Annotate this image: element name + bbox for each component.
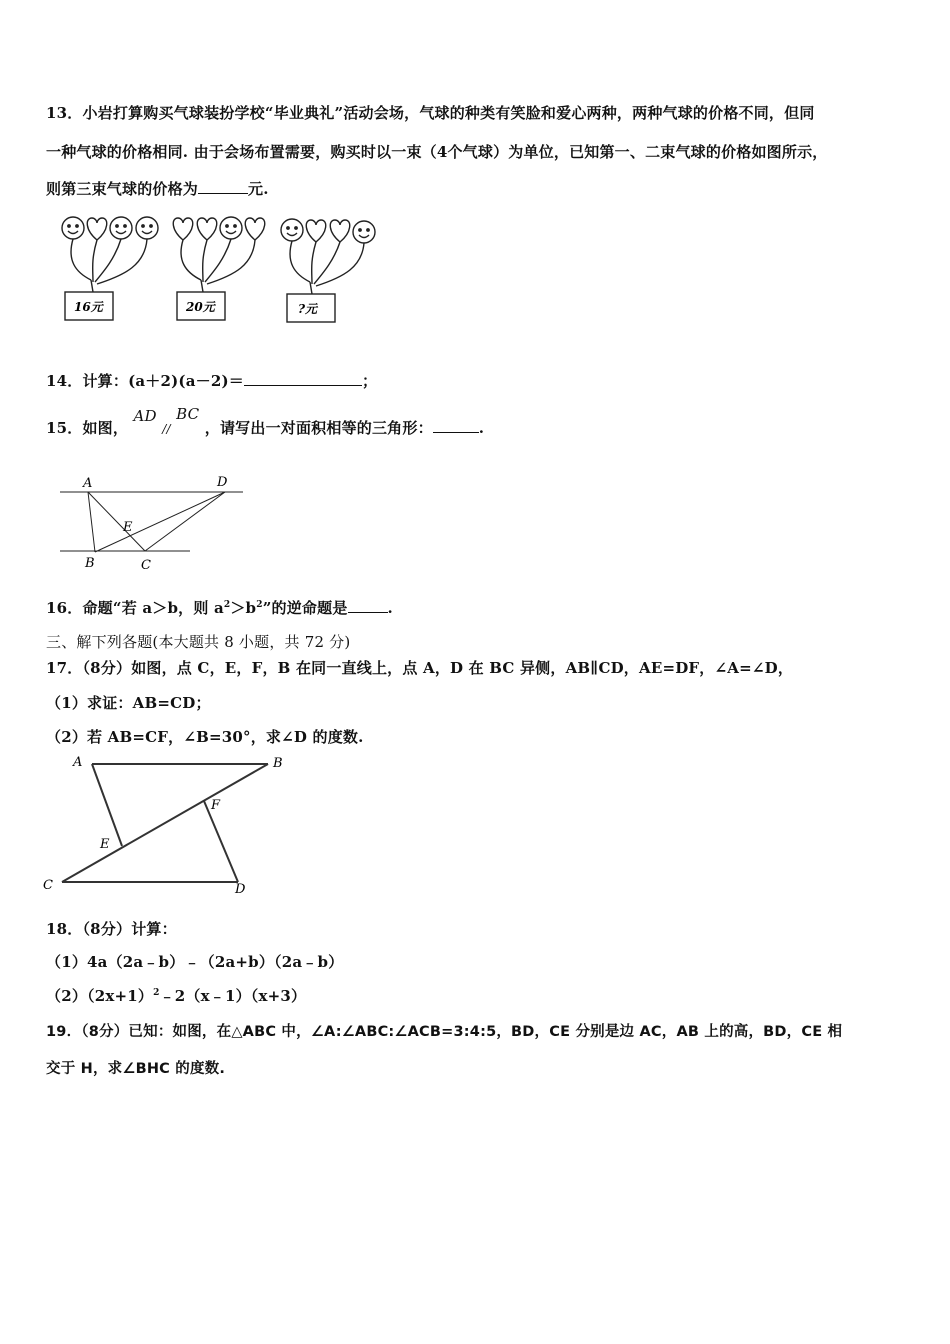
q16-answer-blank[interactable]: [348, 598, 388, 613]
q15-end: .: [478, 419, 485, 437]
q17-sub2: （2）若 AB=CF，∠B=30°，求∠D 的度数.: [46, 728, 364, 746]
section-3-heading: 三、解下列各题(本大题共 8 小题，共 72 分): [46, 633, 351, 651]
label-B: B: [85, 556, 95, 571]
q14-line: [46, 370, 377, 391]
q18-sub1: （1）4a（2a﹣b）﹣（2a+b）（2a﹣b）: [46, 953, 344, 971]
segment-CB: [62, 764, 268, 882]
q15-suffix: ，请写出一对面积相等的三角形：: [204, 419, 433, 437]
label-A: A: [83, 476, 93, 491]
q15-parallel: //: [162, 422, 171, 436]
q15-ad: AD: [133, 407, 157, 425]
price-tag-2-text: 20元: [186, 300, 215, 314]
q19-line2: 交于 H，求∠BHC 的度数.: [46, 1061, 226, 1077]
q13-line2: 一种气球的价格相同. 由于会场布置需要，购买时以一束（4个气球）为单位，已知第一、二束气球的价格如图所示，: [46, 143, 828, 161]
q15-figure: [55, 470, 255, 575]
segment-AE: [92, 764, 122, 846]
heart-balloon-icon: [330, 220, 349, 242]
q13-line3-text: 则第三束气球的价格为: [46, 180, 199, 198]
q15-answer-blank[interactable]: [433, 418, 479, 433]
q14-text: 14．计算：(a＋2)(a－2)＝: [46, 372, 244, 390]
q15-line: [46, 405, 485, 438]
q17-line1: 17．（8分）如图，点 C，E，F，B 在同一直线上，点 A，D 在 BC 异侧，AB∥CD，AE=DF，∠A=∠D，: [46, 659, 794, 677]
label-E: E: [123, 520, 133, 535]
label-C: C: [43, 878, 53, 893]
q16-part3: ”的逆命题是: [262, 599, 348, 617]
q16-line: [46, 597, 393, 618]
q14-answer-blank[interactable]: [244, 371, 362, 386]
label-C: C: [141, 558, 151, 573]
smiley-balloon-icon: [220, 217, 242, 239]
q18-line1: 18．（8分）计算：: [46, 920, 177, 938]
q14-end: ；: [361, 372, 378, 390]
q18-sub2: [46, 985, 306, 1006]
q13-answer-blank[interactable]: [198, 179, 248, 194]
q13-line3: [46, 178, 269, 199]
q19-line1: 19．（8分）已知：如图，在△ABC 中，∠A:∠ABC:∠ACB=3:4:5，BD，CE 分别是边 AC，AB 上的高，BD，CE 相: [46, 1024, 843, 1040]
q17-sub1: （1）求证：AB=CD；: [46, 694, 211, 712]
label-B: B: [273, 756, 283, 771]
price-tag-3-text: ?元: [298, 302, 318, 316]
q16-part2: ＞b: [230, 599, 257, 617]
q16-sup1: 2: [223, 600, 231, 610]
smiley-balloon-icon: [281, 219, 303, 241]
q17-figure: [40, 752, 300, 900]
label-F: F: [211, 798, 221, 813]
label-A: A: [73, 755, 83, 770]
smiley-balloon-icon: [62, 217, 84, 239]
heart-balloon-icon: [245, 218, 264, 240]
q13-line1: 13．小岩打算购买气球装扮学校“毕业典礼”活动会场，气球的种类有笑脸和爱心两种，两种气球的价格不同，但同: [46, 104, 815, 122]
q18-sub2-part1: （2）（2x+1）: [46, 987, 154, 1005]
smiley-balloon-icon: [110, 217, 132, 239]
heart-balloon-icon: [87, 218, 106, 240]
q16-part1: 16．命题“若 a＞b，则 a: [46, 599, 224, 617]
q13-line3-end: 元.: [248, 180, 269, 198]
q18-sub2-part2: ﹣2（x﹣1）（x+3）: [159, 987, 307, 1005]
q16-end: .: [387, 599, 393, 617]
price-tag-1-text: 16元: [74, 300, 103, 314]
label-D: D: [217, 475, 228, 490]
smiley-balloon-icon: [136, 217, 158, 239]
balloon-figure: [55, 210, 390, 332]
q15-bc: BC: [176, 405, 200, 423]
label-D: D: [235, 882, 246, 897]
q16-sup2: 2: [256, 600, 263, 610]
q18-sub2-sup: 2: [153, 988, 160, 998]
q15-prefix: 15．如图，: [46, 419, 129, 437]
heart-balloon-icon: [197, 218, 216, 240]
smiley-balloon-icon: [353, 221, 375, 243]
heart-balloon-icon: [306, 220, 325, 242]
segment-FD: [204, 801, 238, 882]
heart-balloon-icon: [173, 218, 192, 240]
label-E: E: [100, 837, 110, 852]
